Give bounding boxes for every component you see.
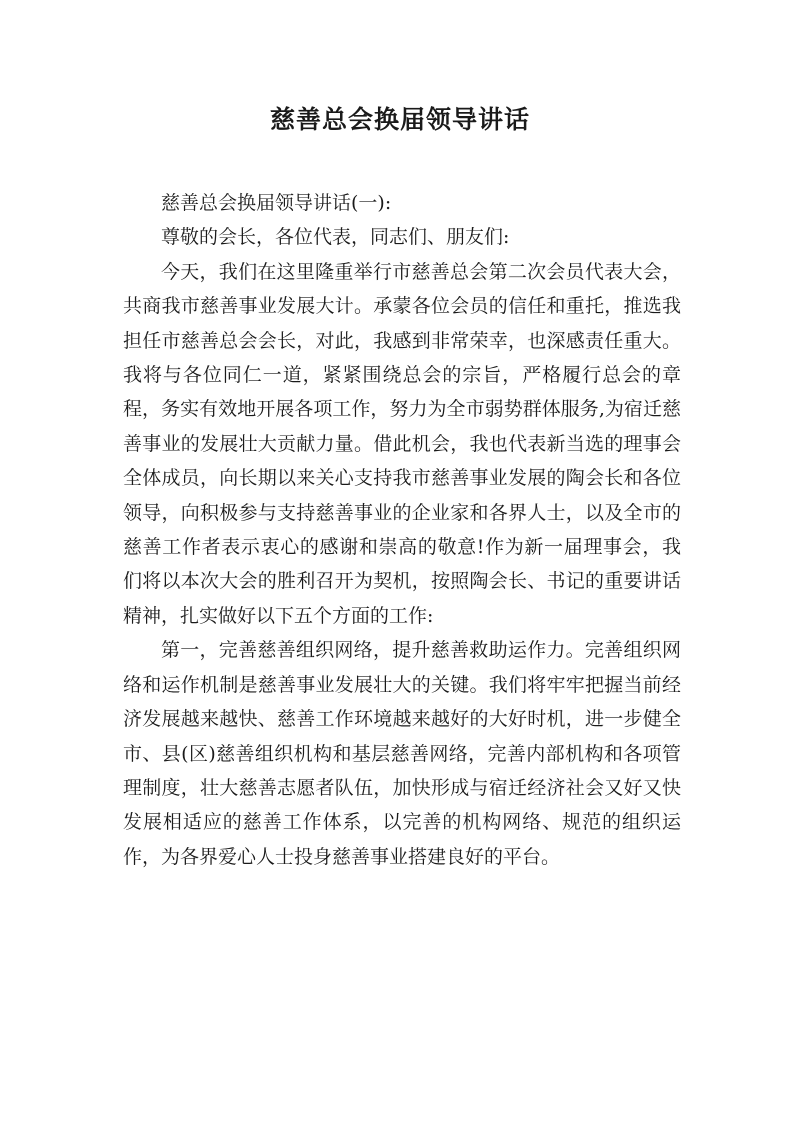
document-body [123, 186, 681, 874]
paragraph-first-point: 第一，完善慈善组织网络，提升慈善救助运作力。完善组织网络和运作机制是慈善事业发展壮大的关键。我们将牢牢把握当前经济发展越来越快、慈善工作环境越来越好的大好时机，进一步健全市、县(区)慈善组织机构和基层慈善网络，完善内部机构和各项管理制度，壮大慈善志愿者队伍，加快形成与宿迁经济社会又好又快发展相适应的慈善工作体系，以完善的机构网络、规范的组织运作，为各界爱心人士投身慈善事业搭建良好的平台。 [123, 639, 681, 868]
paragraph-subtitle: 慈善总会换届领导讲话(一): [161, 192, 392, 214]
paragraph-opening: 今天，我们在这里隆重举行市慈善总会第二次会员代表大会，共商我市慈善事业发展大计。承蒙各位会员的信任和重托，推选我担任市慈善总会会长，对此，我感到非常荣幸，也深感责任重大。我将与各位同仁一道，紧紧围绕总会的宗旨，严格履行总会的章程，务实有效地开展各项工作，努力为全市弱势群体服务,为宿迁慈善事业的发展壮大贡献力量。借此机会，我也代表新当选的理事会全体成员，向长期以来关心支持我市慈善事业发展的陶会长和各位领导，向积极参与支持慈善事业的企业家和各界人士，以及全市的慈善工作者表示衷心的感谢和崇高的敬意!作为新一届理事会，我们将以本次大会的胜利召开为契机，按照陶会长、书记的重要讲话精神，扎实做好以下五个方面的工作: [123, 260, 681, 627]
paragraph-salutation: 尊敬的会长，各位代表，同志们、朋友们: [161, 226, 510, 249]
document-title: 慈善总会换届领导讲话 [269, 105, 530, 134]
